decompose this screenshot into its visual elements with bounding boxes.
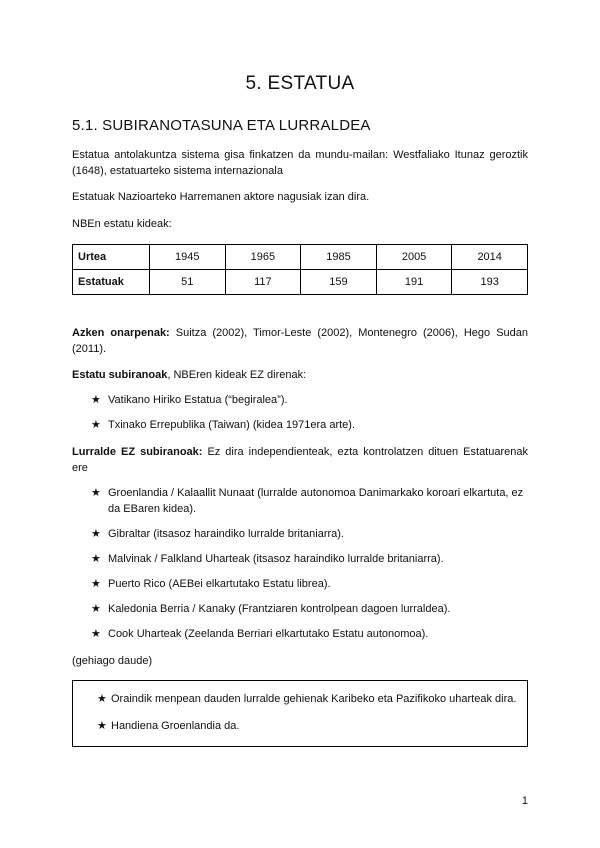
intro-paragraph: Estatua antolakuntza sistema gisa finkatzen da mundu-mailan: Westfaliako Itunaz geroztik (1648), estatuarteko sistema internazionala (72, 149, 528, 177)
list-item (72, 526, 528, 542)
star-icon: ★ (91, 628, 101, 640)
summary-box (72, 680, 528, 747)
list-item (72, 551, 528, 567)
non-sovereign-list (72, 485, 528, 642)
un-members-table (72, 244, 528, 295)
non-sovereign-label: Lurralde EZ subiranoak: (72, 446, 203, 458)
non-sovereign-text: Ez dira independienteak, ezta kontrolatzen dituen Estatuarenak ere (72, 446, 528, 474)
table-row-years (73, 245, 528, 270)
star-icon: ★ (97, 720, 107, 732)
table-cell: 193 (452, 270, 528, 295)
table-cell: 1945 (150, 245, 226, 270)
table-cell: 2014 (452, 245, 528, 270)
star-icon: ★ (91, 487, 101, 499)
sovereign-list (72, 392, 528, 433)
page-title: 5. ESTATUA (245, 73, 355, 94)
summary-list (83, 691, 517, 734)
star-icon: ★ (91, 578, 101, 590)
table-cell: 1985 (301, 245, 377, 270)
list-item (72, 626, 528, 642)
more-note: (gehiago daude) (72, 655, 153, 667)
list-item-text: Txinako Errepublika (Taiwan) (kidea 1971era arte). (108, 419, 356, 431)
table-cell: 191 (376, 270, 452, 295)
table-cell: 1965 (225, 245, 301, 270)
row-header-states: Estatuak (73, 270, 150, 295)
star-icon: ★ (91, 419, 101, 431)
list-item (72, 417, 528, 433)
list-item-text: Vatikano Hiriko Estatua (“begiralea”). (108, 394, 288, 406)
table-cell: 159 (301, 270, 377, 295)
list-item-text: Gibraltar (itsasoz haraindiko lurralde britaniarra). (108, 528, 344, 540)
list-item (72, 601, 528, 617)
list-item-text: Handiena Groenlandia da. (111, 720, 240, 732)
recognitions-paragraph (72, 325, 528, 357)
non-sovereign-paragraph (72, 444, 528, 476)
members-label: NBEn estatu kideak: (72, 218, 172, 230)
list-item (83, 718, 517, 734)
table-cell: 117 (225, 270, 301, 295)
list-item (72, 576, 528, 592)
recognitions-text: Suitza (2002), Timor-Leste (2002), Montenegro (2006), Hego Sudan (2011). (72, 327, 529, 355)
section-subtitle: 5.1. SUBIRANOTASUNA ETA LURRALDEA (72, 117, 371, 134)
page-number: 1 (521, 795, 528, 807)
star-icon: ★ (91, 553, 101, 565)
star-icon: ★ (91, 528, 101, 540)
star-icon: ★ (97, 693, 107, 705)
list-item-text: Oraindik menpean dauden lurralde gehienak Karibeko eta Pazifikoko uharteak dira. (111, 693, 517, 705)
list-item-text: Groenlandia / Kalaallit Nunaat (lurralde autonomoa Danimarkako koroari elkartuta, ez da EBaren kidea). (108, 487, 524, 515)
table-row-counts (73, 270, 528, 295)
table-cell: 51 (150, 270, 226, 295)
sovereign-paragraph (72, 367, 528, 383)
sovereign-label: Estatu subiranoak (72, 369, 168, 381)
row-header-years: Urtea (73, 245, 150, 270)
star-icon: ★ (91, 394, 101, 406)
list-item-text: Kaledonia Berria / Kanaky (Frantziaren kontrolpean dagoen lurraldea). (108, 603, 451, 615)
list-item (72, 392, 528, 408)
recognitions-label: Azken onarpenak: (72, 327, 170, 339)
star-icon: ★ (91, 603, 101, 615)
list-item-text: Cook Uharteak (Zeelanda Berriari elkartutako Estatu autonomoa). (108, 628, 429, 640)
table-cell: 2005 (376, 245, 452, 270)
list-item-text: Malvinak / Falkland Uharteak (itsasoz haraindiko lurralde britaniarra). (108, 553, 444, 565)
list-item (72, 485, 528, 517)
list-item (83, 691, 517, 707)
list-item-text: Puerto Rico (AEBei elkartutako Estatu librea). (108, 578, 331, 590)
document-page (72, 0, 528, 747)
sovereign-text: , NBEren kideak EZ direnak: (167, 369, 307, 381)
actors-paragraph: Estatuak Nazioarteko Harremanen aktore nagusiak izan dira. (72, 191, 370, 203)
